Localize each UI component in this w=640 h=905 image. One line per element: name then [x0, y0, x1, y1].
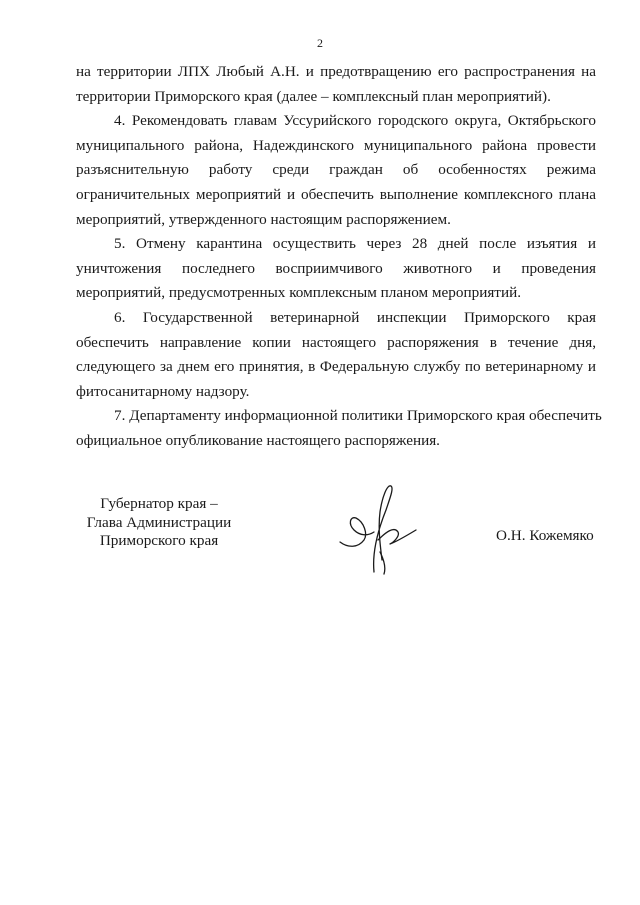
paragraph-line: мероприятий, предусмотренных комплексным планом мероприятий. [76, 284, 521, 302]
paragraph-line: разъяснительную работу среди граждан об особенностях режима [76, 161, 596, 179]
signatory-title [79, 495, 239, 551]
page-number: 2 [317, 36, 323, 50]
paragraph-line: мероприятий, утвержденного настоящим распоряжением. [76, 210, 451, 228]
paragraph-item-6 [76, 306, 596, 404]
paragraph-line: муниципального района, Надеждинского муниципального района провести [76, 136, 596, 154]
signatory-name: О.Н. Кожемяко [496, 527, 594, 544]
signatory-title-line: Глава Администрации [86, 513, 232, 531]
paragraph-item-4 [76, 109, 596, 232]
handwritten-signature [334, 482, 424, 578]
paragraph-line: фитосанитарному надзору. [76, 382, 250, 400]
paragraph-line: ограничительных мероприятий и обеспечить выполнение комплексного плана [76, 185, 596, 203]
paragraph-line: уничтожения последнего восприимчивого животного и проведения [76, 259, 596, 277]
signatory-title-line: Губернатор края – [100, 495, 218, 512]
document-body [76, 60, 602, 454]
paragraph-line: 5. Отмену карантина осуществить через 28 дней после изъятия и [114, 235, 596, 253]
paragraph-line: официальное опубликование настоящего распоряжения. [76, 431, 440, 449]
signatory-title-line: Приморского края [99, 532, 219, 549]
paragraph-line: территории Приморского края (далее – комплексный план мероприятий). [76, 87, 551, 105]
paragraph-line: 4. Рекомендовать главам Уссурийского городского округа, Октябрьского [114, 112, 596, 130]
paragraph-item-7 [76, 404, 602, 453]
paragraph-line: 7. Департаменту информационной политики Приморского края обеспечить [114, 407, 602, 425]
paragraph-line: обеспечить направление копии настоящего распоряжения в течение дня, [76, 333, 596, 351]
paragraph-line: 6. Государственной ветеринарной инспекции Приморского края [114, 308, 596, 326]
paragraph-line: следующего за днем его принятия, в Федеральную службу по ветеринарному и [76, 358, 596, 376]
paragraph-item-5 [76, 232, 596, 306]
paragraph-line: на территории ЛПХ Любый А.Н. и предотвращению его распространения на [76, 63, 596, 80]
paragraph-continuation [76, 60, 596, 109]
